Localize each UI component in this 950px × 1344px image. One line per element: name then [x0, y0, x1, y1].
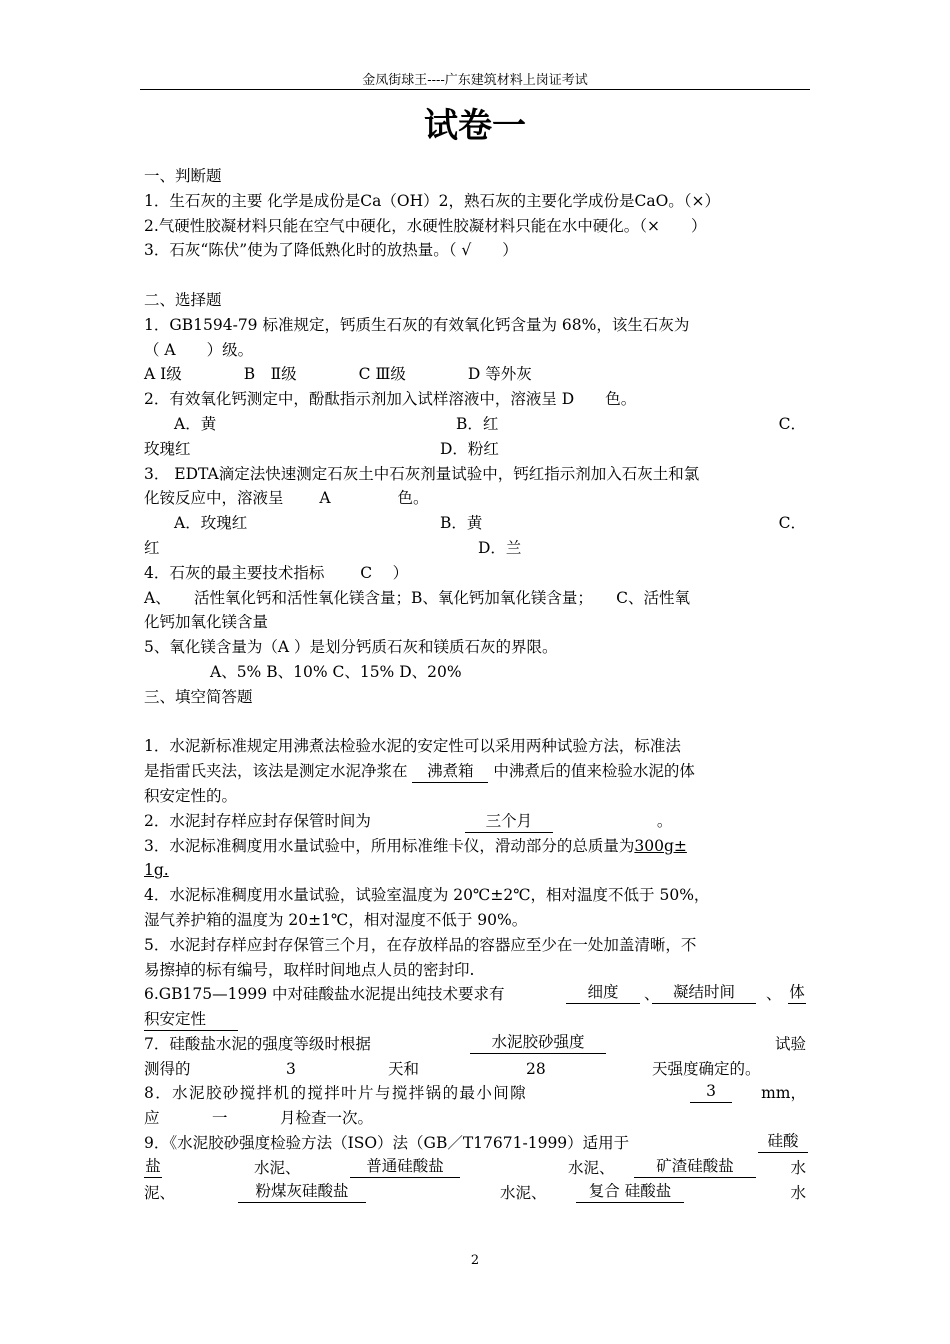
fill-q1-line3: 积安定性的。 [144, 786, 238, 805]
fill-q9-line3: 泥、 粉煤灰硅酸盐 水泥、 复合 硅酸盐 水 [144, 1181, 806, 1202]
answer-blank: 复合 硅酸盐 [576, 1181, 684, 1203]
section-heading-choice: 二、选择题 [144, 290, 222, 309]
option-c: C． [778, 414, 806, 433]
option-c: C． [778, 514, 806, 533]
answer-blank: 矿渣硅酸盐 [634, 1156, 756, 1178]
choice-q3-options-line2 [144, 536, 808, 561]
section-heading-fill: 三、填空简答题 [144, 687, 253, 706]
section-heading-judgement: 一、判断题 [144, 167, 222, 185]
choice-q2-options-line2 [144, 437, 808, 462]
fill-q1-line2: 是指雷氏夹法，该法是测定水泥净浆在 沸煮箱 中沸煮后的值来检验水泥的体 [144, 759, 808, 784]
option-d: D．粉红 [440, 439, 499, 458]
answer-blank: 1g. [144, 861, 169, 880]
choice-q4-options-line1: A、 活性氧化钙和活性氧化镁含量；B、氧化钙加氧化镁含量； C、活性氧 [144, 588, 690, 607]
fill-q6-line1: 6.GB175—1999 中对硅酸盐水泥提出纯技术要求有 细度 、 凝结时间 、 体 [144, 983, 805, 1004]
judgement-q3: 3．石灰“陈伏”使为了降低熟化时的放热量。（ √ ） [144, 241, 518, 260]
fill-q9-line1: 9．《水泥胶砂强度检验方法（ISO）法（GB／T17671-1999）适用于 硅酸 [144, 1131, 808, 1156]
fill-q5-line2: 易擦掉的标有编号，取样时间地点人员的密封印. [144, 960, 475, 979]
choice-q3-line2: 化铵反应中，溶液呈 A 色。 [144, 489, 429, 508]
answer-blank: 沸煮箱 [412, 761, 488, 783]
fill-q2: 2．水泥封存样应封存保管时间为 三个月 。 [144, 809, 808, 834]
judgement-q1: 1．生石灰的主要 化学是成份是Ca（OH）2，熟石灰的主要化学成份是CaO。（×） [144, 191, 721, 210]
option-b: B．黄 [440, 514, 483, 533]
exam-content [144, 164, 808, 1205]
fill-q5-line1: 5．水泥封存样应封存保管三个月，在存放样品的容器应至少在一处加盖清晰，不 [144, 935, 697, 954]
answer-blank: 300g± [634, 836, 687, 855]
choice-q3-options [144, 511, 808, 536]
choice-q3-line1: 3． EDTA滴定法快速测定石灰土中石灰剂量试验中，钙红指示剂加入石灰土和氯 [144, 464, 700, 483]
answer-blank: 盐 [144, 1156, 162, 1178]
page-number: 2 [470, 1253, 480, 1268]
judgement-q2: 2.气硬性胶凝材料只能在空气中硬化，水硬性胶凝材料只能在水中硬化。（× ） [144, 216, 707, 235]
choice-q1-line2: （ A ）级。 [144, 340, 254, 359]
answer-blank: 3 [690, 1081, 732, 1103]
option-c-text: 玫瑰红 [144, 439, 191, 458]
answer-blank: 凝结时间 [652, 982, 756, 1004]
answer-blank: 体 [788, 982, 806, 1004]
fill-q1-line1: 1．水泥新标准规定用沸煮法检验水泥的安定性可以采用两种试验方法，标准法 [144, 737, 681, 756]
option-d: D．兰 [478, 538, 522, 557]
fill-q3-line2 [144, 858, 808, 883]
option-b: B．红 [456, 414, 499, 433]
answer-blank: 粉煤灰硅酸盐 [238, 1181, 366, 1203]
fill-q7-line1: 7．硅酸盐水泥的强度等级时根据 水泥胶砂强度 试验 [144, 1032, 806, 1053]
fill-q4-line2: 湿气养护箱的温度为 20±1℃，相对湿度不低于 90%。 [144, 910, 528, 929]
fill-q4-line1: 4．水泥标准稠度用水量试验，试验室温度为 20℃±2℃，相对温度不低于 50%， [144, 886, 710, 905]
answer-blank: 硅酸 [758, 1131, 808, 1153]
choice-q4-options-line2: 化钙加氧化镁含量 [144, 613, 269, 632]
choice-q2-options [144, 412, 808, 437]
choice-q5: 5、氧化镁含量为（A ）是划分钙质石灰和镁质石灰的界限。 [144, 638, 558, 657]
header-rule [140, 89, 810, 90]
fill-q7-line2: 测得的 3 天和 28 天强度确定的。 [144, 1059, 761, 1078]
option-a: A．玫瑰红 [174, 514, 248, 533]
page-header: 金凤街球王----广东建筑材料上岗证考试 [362, 73, 588, 88]
choice-q1-options: A Ⅰ级 B Ⅱ级 C Ⅲ级 D 等外灰 [144, 365, 532, 384]
answer-blank: 积安定性 [144, 1009, 238, 1031]
fill-q9-line2: 盐 水泥、 普通硅酸盐 水泥、 矿渣硅酸盐 水 [145, 1156, 806, 1177]
choice-q4: 4．石灰的最主要技术指标 C ） [144, 563, 409, 582]
answer-blank: 三个月 [465, 811, 553, 833]
fill-q3-line1: 3．水泥标准稠度用水量试验中，所用标准维卡仪，滑动部分的总质量为300g± [144, 836, 687, 855]
answer-blank: 水泥胶砂强度 [470, 1032, 606, 1054]
fill-q6-line2 [144, 1007, 808, 1032]
option-c-text: 红 [144, 538, 160, 557]
choice-q2: 2．有效氧化钙测定中，酚酞指示剂加入试样溶液中，溶液呈 D 色。 [144, 390, 637, 409]
choice-q5-options: A、5% B、10% C、15% D、20% [210, 662, 462, 681]
fill-q8-line2: 应 一 月检查一次。 [144, 1109, 374, 1128]
page-title: 试卷一 [424, 106, 526, 146]
choice-q1-line1: 1．GB1594-79 标准规定，钙质生石灰的有效氧化钙含量为 68%，该生石灰为 [144, 315, 690, 334]
option-a: A．黄 [174, 414, 217, 433]
answer-blank: 细度 [566, 982, 640, 1004]
fill-q8-line1: 8．水泥胶砂搅拌机的搅拌叶片与搅拌锅的最小间隙 3 mm， [144, 1082, 806, 1103]
answer-blank: 普通硅酸盐 [350, 1156, 460, 1178]
